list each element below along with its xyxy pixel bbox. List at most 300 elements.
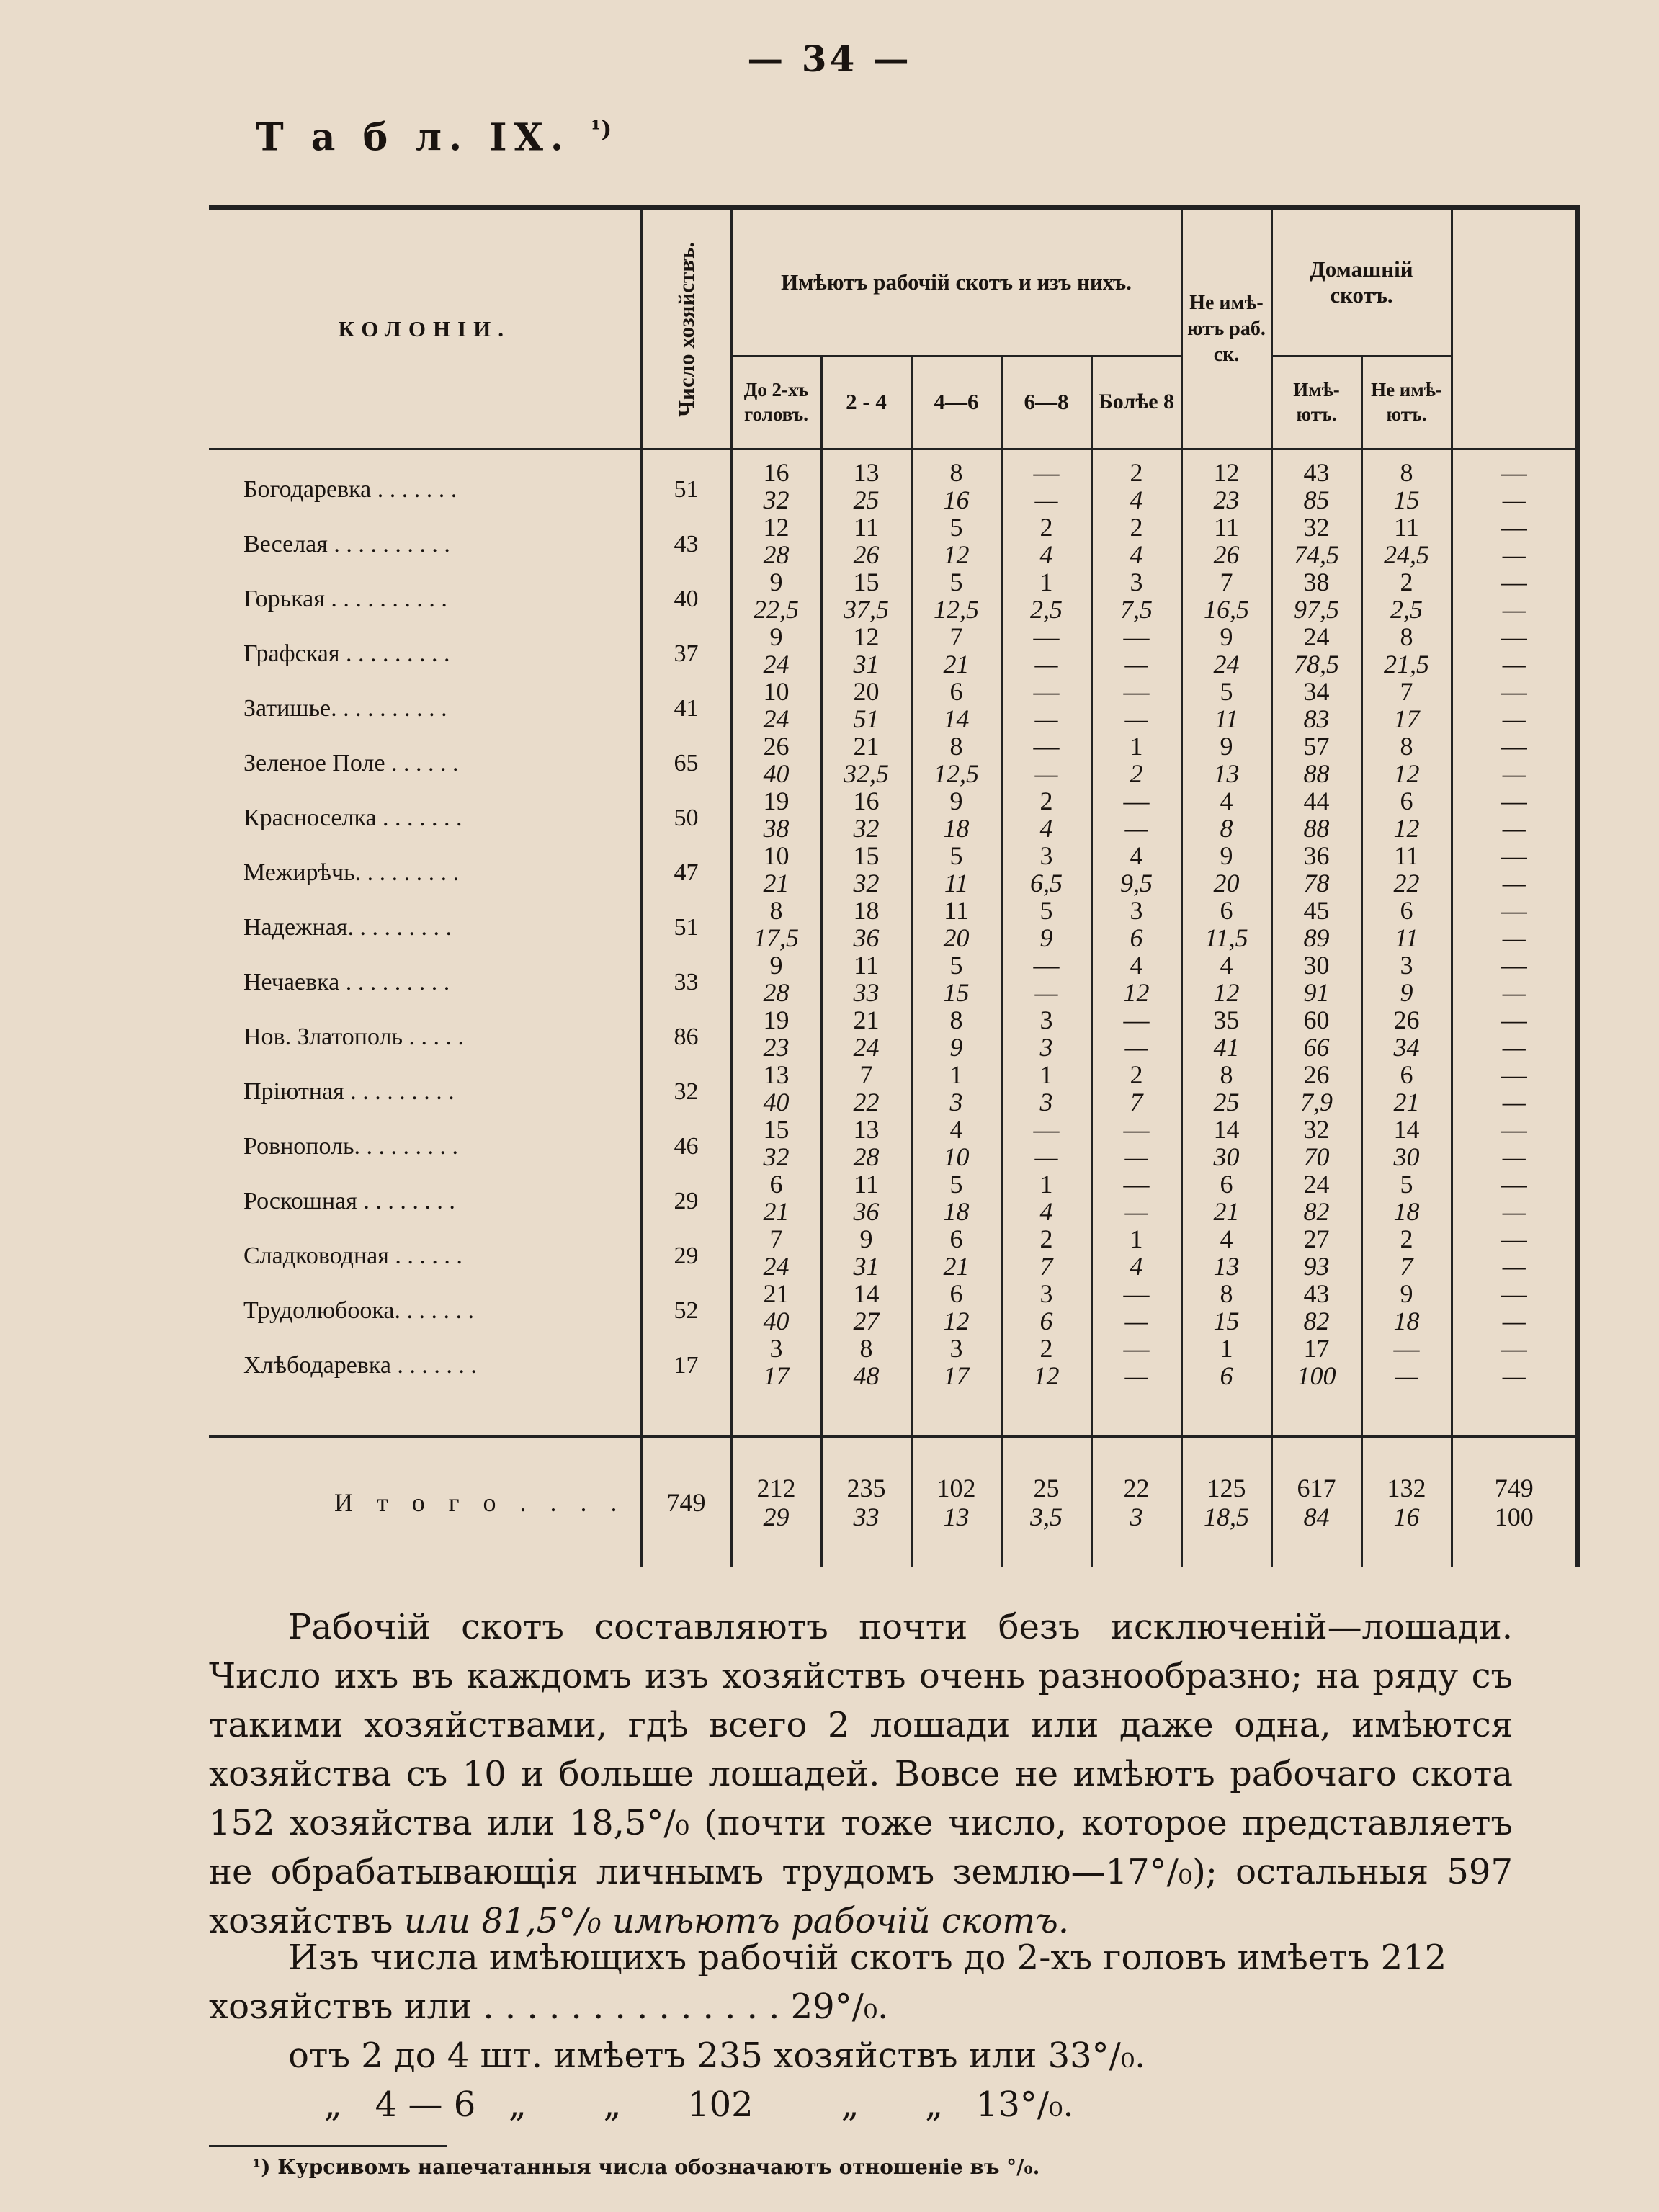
colony-name: Сладководная . . . . . . [243,1242,462,1269]
cell-percent: 88 [1303,759,1330,788]
cell-percent: 24 [853,1033,880,1062]
household-counts [641,449,731,1436]
cell-percent: — [1124,1033,1148,1062]
cell-value: 4 [1220,951,1233,980]
total-percent: 29 [763,1502,790,1531]
cell-value: — [1501,1224,1527,1253]
cell-percent: 20 [1213,869,1240,897]
total-6-8 [1001,1436,1091,1567]
total-value: 125 [1207,1473,1246,1503]
cell-value: 15 [853,841,880,870]
cell-value: 1 [949,1060,963,1089]
cell-percent: 74,5 [1294,540,1339,569]
header-sub-6-8: 6—8 [1001,356,1091,449]
cell-percent: 32 [763,1142,790,1171]
cell-value: 20 [853,677,880,706]
cell-percent: 88 [1303,814,1330,843]
cell-percent: 12 [943,540,970,569]
header-domestic-not-have: Не имѣ- ютъ. [1361,356,1452,449]
cell-percent: 21 [1213,1197,1240,1226]
cell-value: 4 [1130,951,1143,980]
cell-value: — [1501,841,1527,870]
cell-percent: 78,5 [1294,650,1339,679]
header-blank [1452,208,1578,449]
cell-percent: 83 [1303,704,1330,733]
cell-value: 6 [1400,896,1413,925]
cell-value: 7 [949,622,963,651]
cell-value: — [1501,458,1527,487]
totals-row [209,1436,1578,1567]
cell-percent: 97,5 [1294,595,1339,624]
cell-percent: 82 [1303,1197,1330,1226]
totals-label: И т о г о . . . . [209,1436,641,1567]
cell-percent: — [1034,1142,1058,1171]
cell-value: — [1501,896,1527,925]
cell-value: 5 [949,513,963,542]
cell-value: — [1501,1115,1527,1144]
cell-value: — [1501,513,1527,542]
cell-value: 3 [769,1334,783,1363]
cell-value: 15 [763,1115,790,1144]
cell-percent: — [1502,595,1526,624]
cell-percent: — [1395,1361,1418,1390]
cell-value: 11 [854,951,879,980]
cell-value: 24 [1303,1170,1330,1199]
cell-value: 2 [1039,787,1053,815]
cell-percent: 31 [853,1252,880,1281]
cell-value: — [1033,1115,1060,1144]
footnote: ¹) Курсивомъ напечатанныя числа обозначаютъ отношенiе въ °/₀. [252,2155,1040,2179]
cell-percent: — [1034,704,1058,733]
cell-percent: 40 [763,1088,790,1116]
cell-value: 2 [1039,1224,1053,1253]
cell-percent: 40 [763,759,790,788]
cell-value: 6 [949,677,963,706]
cell-percent: 23 [1213,485,1240,514]
table-title-text: Т а б л. IX. [256,115,571,160]
cell-percent: 7 [1130,1088,1143,1116]
cell-percent: 36 [853,923,880,952]
cell-value: 14 [1213,1115,1240,1144]
cell-percent: 82 [1303,1307,1330,1335]
cell-percent: 7,9 [1300,1088,1333,1116]
household-count: 86 [674,1024,699,1050]
cell-percent: — [1124,704,1148,733]
cell-value: 5 [949,951,963,980]
cell-percent: 12 [1033,1361,1060,1390]
cell-value: 17 [1303,1334,1330,1363]
cell-value: 1 [1130,1224,1143,1253]
cell-value: 26 [763,732,790,761]
cell-value: — [1393,1334,1420,1363]
cell-value: — [1123,622,1150,651]
cell-percent: — [1502,814,1526,843]
colony-name: Зеленое Поле . . . . . . [243,750,459,776]
cell-value: 5 [949,1170,963,1199]
total-percent: 3,5 [1030,1502,1063,1531]
cell-value: 6 [769,1170,783,1199]
cell-percent: 32,5 [844,759,889,788]
cell-value: 5 [949,841,963,870]
cell-value: 15 [853,568,880,596]
cell-percent: 26 [853,540,880,569]
cell-value: 3 [1039,841,1053,870]
cell-value: 8 [1400,458,1413,487]
paragraph-work-cattle [209,1603,1513,1945]
cell-value: 9 [859,1224,873,1253]
totals-count: 749 [641,1436,731,1567]
cell-percent: — [1034,650,1058,679]
cell-value: 4 [949,1115,963,1144]
cell-value: 11 [1394,513,1419,542]
cell-percent: 12 [1123,978,1150,1007]
cell-value: 21 [853,1006,880,1034]
household-count: 51 [674,914,699,941]
cell-value: 13 [763,1060,790,1089]
cell-value: 6 [1400,787,1413,815]
cell-percent: 21 [763,869,790,897]
cell-percent: — [1502,485,1526,514]
cell-percent: 12 [1393,759,1420,788]
cell-percent: 13 [1213,1252,1240,1281]
cell-percent: 4 [1039,814,1053,843]
cell-value: 8 [1400,622,1413,651]
header-sub-upto-2: До 2-хъ головъ. [731,356,821,449]
cell-percent: 7 [1039,1252,1053,1281]
cell-value: — [1033,458,1060,487]
col-4-6 [911,449,1001,1436]
cell-percent: 91 [1303,978,1330,1007]
total-households [1452,1436,1578,1567]
cell-value: 2 [1130,513,1143,542]
cell-percent: 3 [949,1088,963,1116]
total-value: 22 [1123,1473,1150,1503]
cell-percent: 16 [943,485,970,514]
cell-percent: — [1502,759,1526,788]
cell-percent: 37,5 [844,595,889,624]
cell-percent: 11 [1394,923,1419,952]
cell-value: 5 [949,568,963,596]
cell-value: 12 [763,513,790,542]
cell-percent: 24 [763,650,790,679]
cell-value: 9 [1220,622,1233,651]
cell-value: 9 [1220,841,1233,870]
colony-name: Веселая . . . . . . . . . . [243,531,450,558]
household-count: 33 [674,969,699,995]
cell-percent: 9 [1400,978,1413,1007]
col-not-have [1181,449,1271,1436]
total-value: 132 [1387,1473,1426,1503]
total-value: 212 [756,1473,796,1503]
cell-value: 2 [1130,1060,1143,1089]
cell-value: 6 [949,1279,963,1308]
cell-value: 9 [949,787,963,815]
col-domestic-not-have [1361,449,1452,1436]
livestock-table-grid [209,205,1580,1567]
cell-percent: 30 [1213,1142,1240,1171]
cell-percent: 6 [1039,1307,1053,1335]
colony-name: Нов. Златополь . . . . . [243,1024,464,1050]
cell-percent: 15 [1213,1307,1240,1335]
colony-name: Нечаевка . . . . . . . . . [243,969,450,995]
header-sub-more-8: Болѣе 8 [1091,356,1181,449]
cell-percent: — [1034,759,1058,788]
cell-percent: 41 [1213,1033,1240,1062]
cell-value: 11 [854,1170,879,1199]
cell-value: 2 [1400,1224,1413,1253]
cell-value: 2 [1039,513,1053,542]
cell-value: 24 [1303,622,1330,651]
total-percent: 100 [1494,1502,1534,1531]
cell-percent: 20 [943,923,970,952]
cell-percent: 85 [1303,485,1330,514]
cell-percent: 24 [1213,650,1240,679]
total-2-4 [821,1436,911,1567]
cell-percent: 51 [853,704,880,733]
total-value: 749 [1494,1473,1534,1503]
household-count: 47 [674,859,699,886]
cell-value: 18 [853,896,880,925]
cell-percent: — [1502,1142,1526,1171]
cell-value: 4 [1220,1224,1233,1253]
cell-value: 6 [949,1224,963,1253]
paragraph2-line4: „ 4 — 6 „ „ 102 „ „ 13°/₀. [324,2085,1074,2125]
cell-value: 43 [1303,458,1330,487]
cell-percent: 4 [1130,485,1143,514]
cell-value: 1 [1220,1334,1233,1363]
cell-value: 9 [769,568,783,596]
cell-value: — [1033,622,1060,651]
cell-percent: 4 [1039,1197,1053,1226]
cell-percent: 4 [1130,540,1143,569]
cell-percent: 8 [1220,814,1233,843]
cell-percent: 3 [1039,1088,1053,1116]
table-title [256,115,612,159]
cell-percent: — [1124,1197,1148,1226]
cell-percent: 12,5 [934,759,979,788]
cell-value: 19 [763,1006,790,1034]
cell-value: — [1501,1060,1527,1089]
cell-percent: 32 [853,814,880,843]
cell-percent: 12 [943,1307,970,1335]
colony-name: Прiютная . . . . . . . . . [243,1078,455,1105]
livestock-table [209,205,1563,1595]
cell-percent: 13 [1213,759,1240,788]
colony-name: Красноселка . . . . . . . [243,805,462,831]
cell-value: 38 [1303,568,1330,596]
cell-value: 8 [769,896,783,925]
paragraph2-line2: хозяйствъ или . . . . . . . . . . . . . . 29°/₀. [209,1987,889,2027]
header-households [641,208,731,449]
cell-value: 3 [1400,951,1413,980]
cell-value: 9 [769,951,783,980]
cell-value: 26 [1393,1006,1420,1034]
cell-percent: 22,5 [754,595,799,624]
cell-percent: 11 [944,869,969,897]
header-domestic: Домашнiй скотъ. [1271,208,1452,356]
header-households-text: Число хозяйствъ. [673,241,699,417]
cell-value: — [1501,1279,1527,1308]
header-sub-2-4: 2 - 4 [821,356,911,449]
cell-value: 26 [1303,1060,1330,1089]
cell-percent: 21,5 [1384,650,1429,679]
cell-value: 3 [949,1334,963,1363]
cell-percent: 36 [853,1197,880,1226]
cell-value: 13 [853,1115,880,1144]
cell-value: 9 [1220,732,1233,761]
cell-value: 32 [1303,513,1330,542]
page-number: — 34 — [747,37,912,80]
cell-value: 43 [1303,1279,1330,1308]
cell-value: — [1501,732,1527,761]
household-count: 17 [674,1352,699,1379]
cell-percent: 28 [763,978,790,1007]
cell-value: 32 [1303,1115,1330,1144]
colony-names [209,449,641,1436]
cell-percent: 17 [943,1361,970,1390]
cell-percent: 70 [1303,1142,1330,1171]
total-percent: 84 [1303,1502,1330,1531]
cell-value: — [1123,1170,1150,1199]
cell-percent: 22 [1393,869,1420,897]
cell-percent: 6 [1220,1361,1233,1390]
cell-percent: 12 [1393,814,1420,843]
cell-percent: 33 [853,978,880,1007]
cell-percent: 2,5 [1030,595,1063,624]
cell-percent: 6,5 [1030,869,1063,897]
cell-percent: — [1502,1033,1526,1062]
cell-value: — [1501,951,1527,980]
col-blank [1452,449,1578,1436]
cell-percent: 4 [1039,540,1053,569]
total-not-have [1181,1436,1271,1567]
cell-percent: — [1502,1307,1526,1335]
cell-percent: 21 [763,1197,790,1226]
cell-value: 9 [769,622,783,651]
header-sub-4-6: 4—6 [911,356,1001,449]
cell-percent: 15 [1393,485,1420,514]
cell-value: 5 [1220,677,1233,706]
cell-value: 30 [1303,951,1330,980]
cell-value: 6 [1220,896,1233,925]
cell-value: 4 [1220,787,1233,815]
household-count: 65 [674,750,699,776]
cell-percent: 15 [943,978,970,1007]
cell-value: 1 [1039,1170,1053,1199]
household-count: 41 [674,695,699,722]
cell-value: 21 [763,1279,790,1308]
cell-percent: 12 [1213,978,1240,1007]
cell-percent: 21 [1393,1088,1420,1116]
cell-value: 7 [1220,568,1233,596]
total-value: 235 [846,1473,886,1503]
household-count: 50 [674,805,699,831]
cell-percent: 26 [1213,540,1240,569]
household-count: 46 [674,1133,699,1160]
col-2-4 [821,449,911,1436]
cell-value: 8 [1400,732,1413,761]
cell-percent: 27 [853,1307,880,1335]
total-more-8 [1091,1436,1181,1567]
household-count: 29 [674,1242,699,1269]
cell-value: 27 [1303,1224,1330,1253]
cell-percent: 7,5 [1120,595,1153,624]
cell-percent: — [1502,650,1526,679]
cell-value: 8 [949,732,963,761]
cell-percent: — [1502,1088,1526,1116]
cell-value: — [1123,677,1150,706]
cell-percent: 9 [949,1033,963,1062]
paragraph-work-cattle-italic: или 81,5°/₀ имѣютъ рабочiй скотъ. [403,1901,1070,1941]
colony-name: Хлѣбодаревка . . . . . . . [243,1352,477,1379]
cell-value: — [1501,787,1527,815]
cell-percent: 24,5 [1384,540,1429,569]
cell-value: — [1501,1006,1527,1034]
cell-percent: 66 [1303,1033,1330,1062]
cell-value: 11 [1214,513,1239,542]
col-6-8 [1001,449,1091,1436]
cell-percent: 4 [1130,1252,1143,1281]
cell-percent: 14 [943,704,970,733]
cell-percent: — [1124,1142,1148,1171]
cell-percent: 89 [1303,923,1330,952]
table-title-footnote-mark: ¹) [591,115,612,143]
cell-value: 14 [1393,1115,1420,1144]
cell-percent: — [1124,1307,1148,1335]
cell-value: 1 [1039,1060,1053,1089]
cell-value: 1 [1130,732,1143,761]
cell-percent: 2 [1130,759,1143,788]
cell-percent: 93 [1303,1252,1330,1281]
cell-percent: 10 [943,1142,970,1171]
paragraph2-line1: Изъ числа имѣющихъ рабочiй скотъ до 2-хъ головъ имѣетъ 212 [288,1938,1447,1978]
cell-value: 16 [853,787,880,815]
cell-percent: 7 [1400,1252,1413,1281]
cell-percent: 17 [763,1361,790,1390]
cell-percent: 32 [853,869,880,897]
cell-percent: 100 [1297,1361,1336,1390]
cell-value: 10 [763,677,790,706]
cell-percent: 28 [853,1142,880,1171]
cell-value: — [1501,1334,1527,1363]
cell-value: — [1123,1006,1150,1034]
cell-value: 2 [1039,1334,1053,1363]
cell-percent: 22 [853,1088,880,1116]
household-count: 29 [674,1188,699,1214]
cell-value: 19 [763,787,790,815]
cell-value: — [1123,1279,1150,1308]
colony-name: Богодаревка . . . . . . . [243,476,457,503]
cell-value: 34 [1303,677,1330,706]
total-percent: 13 [943,1502,970,1531]
cell-value: — [1501,622,1527,651]
cell-percent: 16,5 [1204,595,1249,624]
cell-percent: 31 [853,650,880,679]
cell-percent: 11,5 [1204,923,1248,952]
cell-percent: 18 [1393,1307,1420,1335]
cell-value: 45 [1303,896,1330,925]
cell-percent: 30 [1393,1142,1420,1171]
cell-value: 5 [1400,1170,1413,1199]
cell-percent: 24 [763,704,790,733]
cell-value: 8 [1220,1279,1233,1308]
cell-value: 35 [1213,1006,1240,1034]
cell-value: 10 [763,841,790,870]
colony-name: Роскошная . . . . . . . . [243,1188,455,1214]
cell-value: — [1123,787,1150,815]
cell-percent: 18 [943,814,970,843]
colony-name: Горькая . . . . . . . . . . [243,586,447,612]
